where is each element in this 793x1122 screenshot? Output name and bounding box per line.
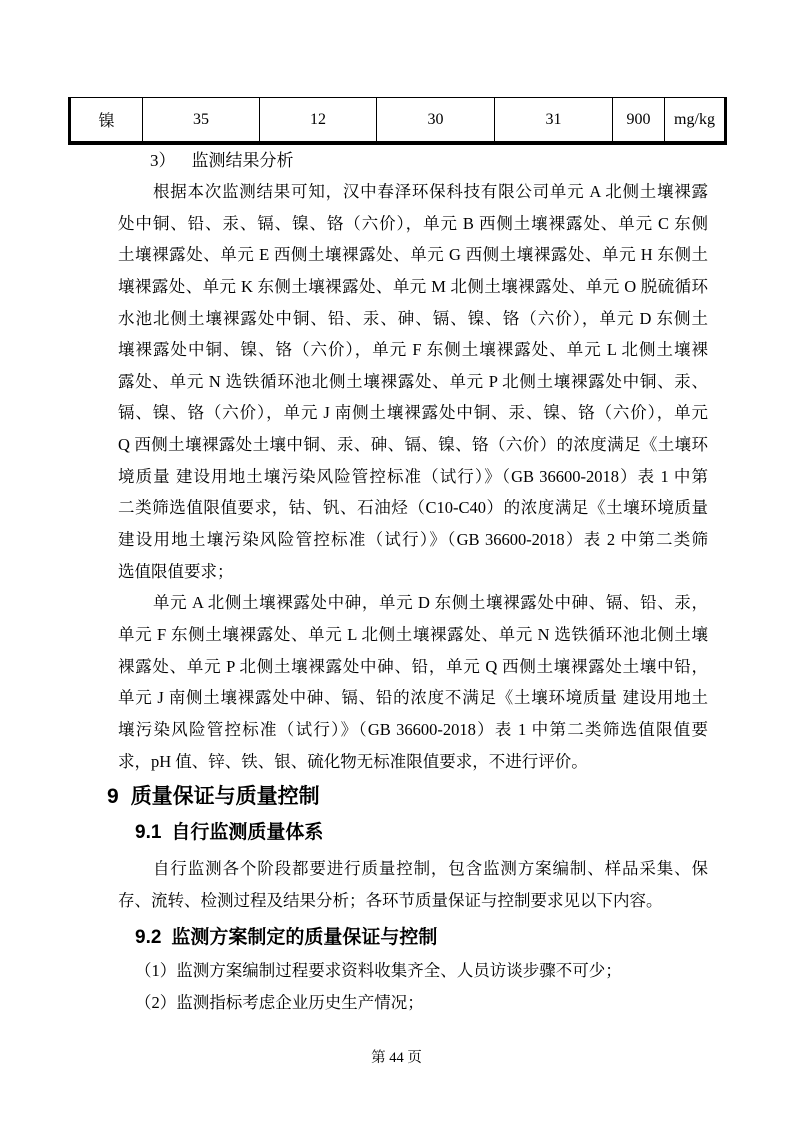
chapter-number: 9	[107, 785, 119, 808]
text-line: 单元 A 北侧土壤裸露处中砷，单元 D 东侧土壤裸露处中砷、镉、铅、汞，	[153, 593, 708, 613]
text-line: 壤裸露处、单元 K 东侧土壤裸露处、单元 M 北侧土壤裸露处、单元 O 脱硫循环	[118, 276, 708, 296]
text-line: 单元 F 东侧土壤裸露处、单元 L 北侧土壤裸露处、单元 N 选铁循环池北侧土壤	[118, 624, 708, 644]
section-title: 自行监测质量体系	[171, 822, 324, 843]
table-cell-value-2: 12	[260, 98, 377, 141]
text-line: 壤裸露处中铜、镍、铬（六价），单元 F 东侧土壤裸露处、单元 L 北侧土壤裸	[118, 340, 708, 360]
subsection-heading-3	[150, 146, 294, 171]
text-line: （2）监测指标考虑企业历史生产情况；	[135, 992, 424, 1012]
table-cell-value-4: 31	[495, 98, 613, 141]
text-line: 存、流转、检测过程及结果分析；各环节质量保证与控制要求见以下内容。	[118, 890, 663, 910]
table-cell-parameter: 镍	[71, 98, 143, 141]
section-number: 9.1	[135, 822, 162, 843]
paragraph-quality-system	[118, 853, 708, 916]
text-line: 选值限值要求；	[118, 561, 234, 581]
table-cell-limit: 900	[613, 98, 665, 141]
text-line: 水池北侧土壤裸露处中铜、铅、汞、砷、镉、镍、铬（六价），单元 D 东侧土	[118, 308, 708, 328]
results-table-row	[68, 97, 727, 145]
section-heading-9-1	[135, 817, 323, 844]
text-line: 土壤裸露处、单元 E 西侧土壤裸露处、单元 G 西侧土壤裸露处、单元 H 东侧土	[118, 245, 708, 265]
paragraph-results-noncompliant	[118, 587, 708, 777]
text-line: 壤污染风险管控标准（试行）》（GB 36600-2018）表 1 中第二类筛选值限值要	[118, 719, 708, 739]
table-cell-value-1: 35	[143, 98, 260, 141]
text-line: 裸露处、单元 P 北侧土壤裸露处中砷、铅，单元 Q 西侧土壤裸露处土壤中铅，	[118, 656, 708, 676]
text-line: 建设用地土壤污染风险管控标准（试行）》（GB 36600-2018）表 2 中第二类筛	[118, 530, 708, 550]
text-line: （1）监测方案编制过程要求资料收集齐全、人员访谈步骤不可少；	[135, 961, 622, 980]
text-line: 二类筛选值限值要求，钴、钒、石油烃（C10-C40）的浓度满足《土壤环境质量	[118, 498, 708, 518]
section-heading-9-2	[135, 922, 437, 949]
text-line: 镉、镍、铬（六价），单元 J 南侧土壤裸露处中铜、汞、镍、铬（六价），单元	[118, 403, 708, 423]
chapter-title: 质量保证与质量控制	[130, 785, 320, 808]
subsection-number: 3）	[150, 151, 176, 170]
paragraph-results-compliant	[118, 176, 708, 587]
section-number: 9.2	[135, 927, 162, 948]
page-number: 第 44 页	[371, 1050, 422, 1066]
numbered-item-list	[135, 955, 710, 1018]
text-line: 处中铜、铅、汞、镉、镍、铬（六价），单元 B 西侧土壤裸露处、单元 C 东侧	[118, 213, 708, 233]
text-line: Q 西侧土壤裸露处土壤中铜、汞、砷、镉、镍、铬（六价）的浓度满足《土壤环	[118, 435, 708, 455]
text-line: 单元 J 南侧土壤裸露处中砷、镉、铅的浓度不满足《土壤环境质量 建设用地土	[118, 688, 708, 708]
text-line: 境质量 建设用地土壤污染风险管控标准（试行）》（GB 36600-2018）表 1 中第	[118, 466, 708, 486]
section-title: 监测方案制定的质量保证与控制	[171, 927, 438, 948]
subsection-title: 监测结果分析	[191, 151, 294, 170]
chapter-heading-9	[107, 780, 320, 810]
text-line: 露处、单元 N 选铁循环池北侧土壤裸露处、单元 P 北侧土壤裸露处中铜、汞、	[118, 371, 708, 391]
text-line: 求，pH 值、锌、铁、银、硫化物无标准限值要求，不进行评价。	[118, 751, 588, 771]
table-cell-value-3: 30	[377, 98, 495, 141]
analysis-text-block	[118, 176, 708, 777]
text-line: 自行监测各个阶段都要进行质量控制，包含监测方案编制、样品采集、保	[153, 859, 708, 878]
text-line: 根据本次监测结果可知，汉中春泽环保科技有限公司单元 A 北侧土壤裸露	[153, 182, 708, 201]
table-cell-unit: mg/kg	[674, 110, 715, 128]
